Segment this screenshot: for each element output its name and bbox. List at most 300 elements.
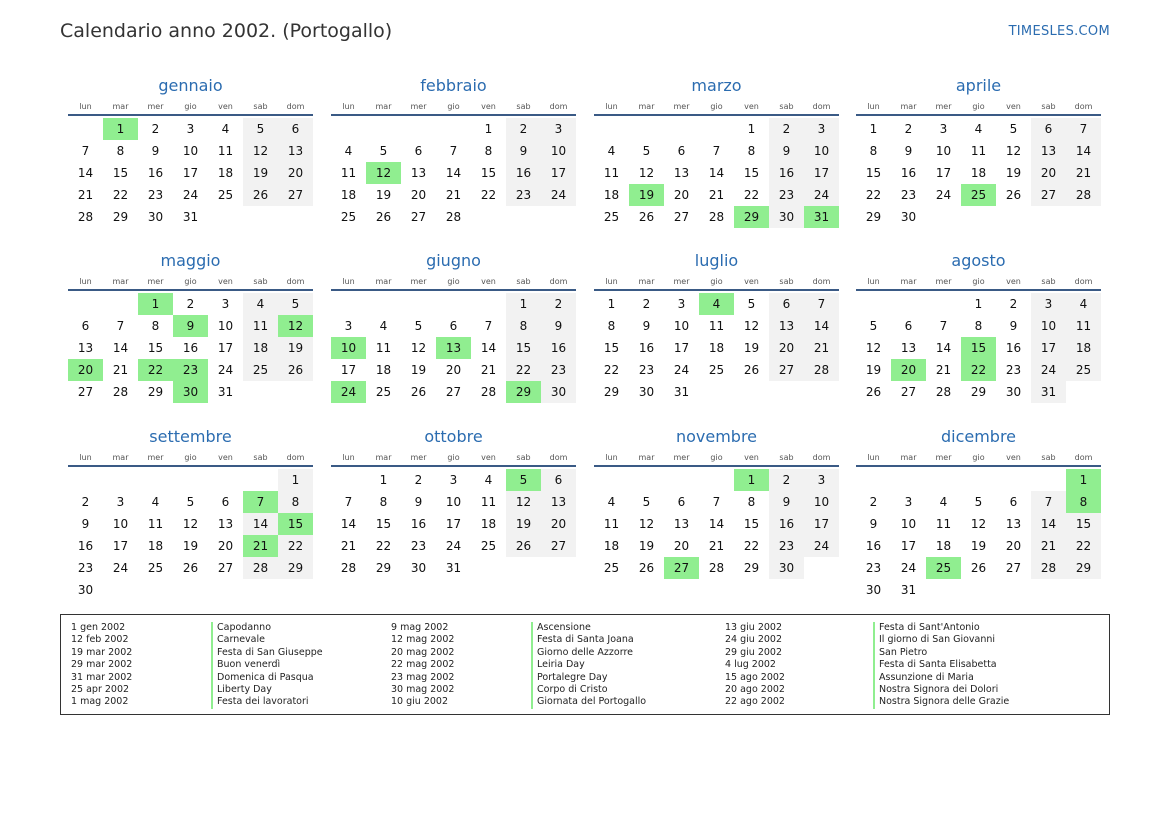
day-cell[interactable]: 21: [935, 363, 952, 377]
day-cell[interactable]: 14: [1066, 140, 1101, 162]
day-cell[interactable]: 4: [344, 144, 353, 158]
day-cell[interactable]: 24: [182, 188, 199, 202]
day-cell[interactable]: 14: [243, 513, 278, 535]
day-cell[interactable]: 12: [970, 517, 987, 531]
day-cell[interactable]: 29: [147, 385, 164, 399]
day-cell[interactable]: 19: [1005, 166, 1022, 180]
day-cell[interactable]: 18: [1066, 337, 1101, 359]
day-cell[interactable]: 27: [278, 184, 313, 206]
day-cell[interactable]: 12: [1005, 144, 1022, 158]
brand-link[interactable]: TIMESLES.COM: [1008, 24, 1110, 39]
day-cell[interactable]: 2: [414, 473, 423, 487]
day-cell[interactable]: 10: [112, 517, 129, 531]
day-cell[interactable]: 27: [769, 359, 804, 381]
day-cell[interactable]: 8: [506, 315, 541, 337]
day-cell[interactable]: 3: [904, 495, 913, 509]
day-cell[interactable]: 11: [147, 517, 164, 531]
day-cell[interactable]: 7: [449, 144, 458, 158]
day-cell[interactable]: 17: [900, 539, 917, 553]
day-cell[interactable]: 2: [642, 297, 651, 311]
day-cell[interactable]: 17: [935, 166, 952, 180]
day-cell[interactable]: 9: [904, 144, 913, 158]
day-cell[interactable]: 27: [1005, 561, 1022, 575]
day-cell[interactable]: 18: [708, 341, 725, 355]
day-cell[interactable]: 26: [1005, 188, 1022, 202]
day-cell[interactable]: 26: [410, 385, 427, 399]
day-cell[interactable]: 20: [217, 539, 234, 553]
day-cell[interactable]: 22: [743, 539, 760, 553]
day-cell[interactable]: 5: [1009, 122, 1018, 136]
day-cell[interactable]: 13: [900, 341, 917, 355]
day-cell[interactable]: 20: [1031, 162, 1066, 184]
holiday-day[interactable]: 29: [734, 206, 769, 228]
day-cell[interactable]: 9: [506, 140, 541, 162]
day-cell[interactable]: 4: [1066, 293, 1101, 315]
day-cell[interactable]: 21: [77, 188, 94, 202]
day-cell[interactable]: 11: [480, 495, 497, 509]
day-cell[interactable]: 14: [340, 517, 357, 531]
day-cell[interactable]: 3: [939, 122, 948, 136]
day-cell[interactable]: 13: [278, 140, 313, 162]
day-cell[interactable]: 30: [638, 385, 655, 399]
day-cell[interactable]: 21: [445, 188, 462, 202]
day-cell[interactable]: 21: [708, 188, 725, 202]
holiday-day[interactable]: 5: [506, 469, 541, 491]
day-cell[interactable]: 10: [804, 140, 839, 162]
day-cell[interactable]: 10: [541, 140, 576, 162]
day-cell[interactable]: 26: [638, 561, 655, 575]
day-cell[interactable]: 13: [673, 517, 690, 531]
day-cell[interactable]: 16: [638, 341, 655, 355]
day-cell[interactable]: 22: [480, 188, 497, 202]
day-cell[interactable]: 7: [804, 293, 839, 315]
day-cell[interactable]: 12: [182, 517, 199, 531]
day-cell[interactable]: 19: [182, 539, 199, 553]
day-cell[interactable]: 23: [769, 535, 804, 557]
day-cell[interactable]: 8: [747, 144, 756, 158]
day-cell[interactable]: 27: [900, 385, 917, 399]
day-cell[interactable]: 19: [410, 363, 427, 377]
day-cell[interactable]: 21: [340, 539, 357, 553]
day-cell[interactable]: 24: [900, 561, 917, 575]
day-cell[interactable]: 21: [804, 337, 839, 359]
day-cell[interactable]: 26: [638, 210, 655, 224]
day-cell[interactable]: 18: [375, 363, 392, 377]
day-cell[interactable]: 25: [480, 539, 497, 553]
day-cell[interactable]: 18: [603, 539, 620, 553]
day-cell[interactable]: 28: [445, 210, 462, 224]
day-cell[interactable]: 6: [449, 319, 458, 333]
day-cell[interactable]: 3: [804, 469, 839, 491]
day-cell[interactable]: 5: [974, 495, 983, 509]
day-cell[interactable]: 19: [243, 162, 278, 184]
day-cell[interactable]: 1: [974, 297, 983, 311]
day-cell[interactable]: 21: [708, 539, 725, 553]
holiday-day[interactable]: 22: [961, 359, 996, 381]
day-cell[interactable]: 3: [677, 297, 686, 311]
day-cell[interactable]: 8: [151, 319, 160, 333]
day-cell[interactable]: 2: [506, 118, 541, 140]
day-cell[interactable]: 1: [506, 293, 541, 315]
day-cell[interactable]: 30: [147, 210, 164, 224]
day-cell[interactable]: 28: [804, 359, 839, 381]
day-cell[interactable]: 30: [77, 583, 94, 597]
day-cell[interactable]: 26: [375, 210, 392, 224]
day-cell[interactable]: 2: [1009, 297, 1018, 311]
holiday-day[interactable]: 25: [926, 557, 961, 579]
day-cell[interactable]: 28: [77, 210, 94, 224]
holiday-day[interactable]: 20: [68, 359, 103, 381]
day-cell[interactable]: 23: [769, 184, 804, 206]
day-cell[interactable]: 13: [410, 166, 427, 180]
day-cell[interactable]: 24: [804, 535, 839, 557]
day-cell[interactable]: 29: [970, 385, 987, 399]
holiday-day[interactable]: 29: [506, 381, 541, 403]
day-cell[interactable]: 13: [77, 341, 94, 355]
day-cell[interactable]: 7: [81, 144, 90, 158]
day-cell[interactable]: 11: [603, 517, 620, 531]
day-cell[interactable]: 28: [708, 561, 725, 575]
day-cell[interactable]: 18: [147, 539, 164, 553]
day-cell[interactable]: 1: [379, 473, 388, 487]
day-cell[interactable]: 20: [445, 363, 462, 377]
day-cell[interactable]: 7: [1066, 118, 1101, 140]
day-cell[interactable]: 6: [221, 495, 230, 509]
day-cell[interactable]: 12: [743, 319, 760, 333]
day-cell[interactable]: 25: [217, 188, 234, 202]
day-cell[interactable]: 14: [77, 166, 94, 180]
day-cell[interactable]: 10: [673, 319, 690, 333]
day-cell[interactable]: 6: [1031, 118, 1066, 140]
holiday-day[interactable]: 27: [664, 557, 699, 579]
day-cell[interactable]: 18: [935, 539, 952, 553]
day-cell[interactable]: 30: [900, 210, 917, 224]
day-cell[interactable]: 7: [1031, 491, 1066, 513]
holiday-day[interactable]: 23: [173, 359, 208, 381]
day-cell[interactable]: 23: [1005, 363, 1022, 377]
day-cell[interactable]: 8: [379, 495, 388, 509]
day-cell[interactable]: 25: [375, 385, 392, 399]
day-cell[interactable]: 31: [673, 385, 690, 399]
day-cell[interactable]: 5: [243, 118, 278, 140]
day-cell[interactable]: 5: [642, 144, 651, 158]
day-cell[interactable]: 10: [1031, 315, 1066, 337]
day-cell[interactable]: 15: [865, 166, 882, 180]
day-cell[interactable]: 29: [112, 210, 129, 224]
day-cell[interactable]: 29: [1066, 557, 1101, 579]
day-cell[interactable]: 11: [375, 341, 392, 355]
day-cell[interactable]: 8: [747, 495, 756, 509]
day-cell[interactable]: 13: [541, 491, 576, 513]
day-cell[interactable]: 14: [804, 315, 839, 337]
day-cell[interactable]: 6: [81, 319, 90, 333]
day-cell[interactable]: 15: [112, 166, 129, 180]
day-cell[interactable]: 23: [900, 188, 917, 202]
day-cell[interactable]: 3: [344, 319, 353, 333]
day-cell[interactable]: 30: [410, 561, 427, 575]
day-cell[interactable]: 31: [182, 210, 199, 224]
day-cell[interactable]: 17: [445, 517, 462, 531]
holiday-day[interactable]: 20: [891, 359, 926, 381]
day-cell[interactable]: 15: [375, 517, 392, 531]
day-cell[interactable]: 13: [769, 315, 804, 337]
holiday-day[interactable]: 15: [961, 337, 996, 359]
day-cell[interactable]: 5: [747, 297, 756, 311]
day-cell[interactable]: 16: [900, 166, 917, 180]
day-cell[interactable]: 24: [541, 184, 576, 206]
day-cell[interactable]: 26: [506, 535, 541, 557]
day-cell[interactable]: 15: [603, 341, 620, 355]
day-cell[interactable]: 6: [677, 144, 686, 158]
day-cell[interactable]: 24: [112, 561, 129, 575]
day-cell[interactable]: 29: [743, 561, 760, 575]
day-cell[interactable]: 24: [217, 363, 234, 377]
day-cell[interactable]: 24: [804, 184, 839, 206]
holiday-day[interactable]: 25: [961, 184, 996, 206]
day-cell[interactable]: 3: [186, 122, 195, 136]
day-cell[interactable]: 30: [769, 557, 804, 579]
day-cell[interactable]: 12: [243, 140, 278, 162]
day-cell[interactable]: 3: [116, 495, 125, 509]
day-cell[interactable]: 14: [480, 341, 497, 355]
day-cell[interactable]: 12: [638, 517, 655, 531]
day-cell[interactable]: 9: [642, 319, 651, 333]
day-cell[interactable]: 14: [112, 341, 129, 355]
day-cell[interactable]: 10: [900, 517, 917, 531]
holiday-day[interactable]: 21: [243, 535, 278, 557]
day-cell[interactable]: 15: [147, 341, 164, 355]
day-cell[interactable]: 11: [708, 319, 725, 333]
day-cell[interactable]: 3: [541, 118, 576, 140]
day-cell[interactable]: 31: [1031, 381, 1066, 403]
holiday-day[interactable]: 24: [331, 381, 366, 403]
day-cell[interactable]: 24: [445, 539, 462, 553]
day-cell[interactable]: 11: [935, 517, 952, 531]
day-cell[interactable]: 19: [375, 188, 392, 202]
day-cell[interactable]: 2: [186, 297, 195, 311]
day-cell[interactable]: 13: [673, 166, 690, 180]
day-cell[interactable]: 31: [217, 385, 234, 399]
day-cell[interactable]: 14: [935, 341, 952, 355]
day-cell[interactable]: 4: [939, 495, 948, 509]
day-cell[interactable]: 30: [1005, 385, 1022, 399]
day-cell[interactable]: 4: [607, 495, 616, 509]
day-cell[interactable]: 10: [217, 319, 234, 333]
day-cell[interactable]: 9: [1009, 319, 1018, 333]
day-cell[interactable]: 9: [869, 517, 878, 531]
day-cell[interactable]: 26: [970, 561, 987, 575]
holiday-day[interactable]: 4: [699, 293, 734, 315]
day-cell[interactable]: 8: [278, 491, 313, 513]
day-cell[interactable]: 8: [484, 144, 493, 158]
day-cell[interactable]: 16: [541, 337, 576, 359]
day-cell[interactable]: 15: [506, 337, 541, 359]
day-cell[interactable]: 29: [603, 385, 620, 399]
day-cell[interactable]: 4: [607, 144, 616, 158]
day-cell[interactable]: 17: [340, 363, 357, 377]
day-cell[interactable]: 7: [712, 144, 721, 158]
day-cell[interactable]: 15: [743, 517, 760, 531]
holiday-day[interactable]: 7: [243, 491, 278, 513]
day-cell[interactable]: 16: [1005, 341, 1022, 355]
day-cell[interactable]: 22: [112, 188, 129, 202]
holiday-day[interactable]: 1: [103, 118, 138, 140]
day-cell[interactable]: 31: [445, 561, 462, 575]
day-cell[interactable]: 26: [182, 561, 199, 575]
day-cell[interactable]: 2: [81, 495, 90, 509]
day-cell[interactable]: 18: [243, 337, 278, 359]
day-cell[interactable]: 28: [935, 385, 952, 399]
holiday-day[interactable]: 15: [278, 513, 313, 535]
day-cell[interactable]: 22: [603, 363, 620, 377]
holiday-day[interactable]: 13: [436, 337, 471, 359]
day-cell[interactable]: 24: [673, 363, 690, 377]
day-cell[interactable]: 19: [865, 363, 882, 377]
day-cell[interactable]: 4: [974, 122, 983, 136]
day-cell[interactable]: 19: [743, 341, 760, 355]
day-cell[interactable]: 28: [340, 561, 357, 575]
day-cell[interactable]: 6: [904, 319, 913, 333]
day-cell[interactable]: 16: [865, 539, 882, 553]
day-cell[interactable]: 9: [769, 491, 804, 513]
day-cell[interactable]: 28: [112, 385, 129, 399]
day-cell[interactable]: 17: [112, 539, 129, 553]
day-cell[interactable]: 20: [673, 188, 690, 202]
day-cell[interactable]: 12: [410, 341, 427, 355]
holiday-day[interactable]: 22: [138, 359, 173, 381]
day-cell[interactable]: 8: [116, 144, 125, 158]
day-cell[interactable]: 8: [974, 319, 983, 333]
day-cell[interactable]: 6: [278, 118, 313, 140]
day-cell[interactable]: 23: [410, 539, 427, 553]
day-cell[interactable]: 25: [243, 359, 278, 381]
day-cell[interactable]: 1: [607, 297, 616, 311]
day-cell[interactable]: 28: [480, 385, 497, 399]
day-cell[interactable]: 8: [869, 144, 878, 158]
day-cell[interactable]: 24: [935, 188, 952, 202]
day-cell[interactable]: 2: [151, 122, 160, 136]
day-cell[interactable]: 15: [1066, 513, 1101, 535]
day-cell[interactable]: 1: [747, 122, 756, 136]
day-cell[interactable]: 14: [708, 166, 725, 180]
day-cell[interactable]: 2: [769, 118, 804, 140]
day-cell[interactable]: 18: [480, 517, 497, 531]
day-cell[interactable]: 29: [278, 557, 313, 579]
day-cell[interactable]: 3: [1031, 293, 1066, 315]
day-cell[interactable]: 4: [243, 293, 278, 315]
day-cell[interactable]: 28: [1066, 184, 1101, 206]
day-cell[interactable]: 22: [278, 535, 313, 557]
day-cell[interactable]: 3: [449, 473, 458, 487]
day-cell[interactable]: 19: [506, 513, 541, 535]
day-cell[interactable]: 27: [77, 385, 94, 399]
day-cell[interactable]: 14: [1031, 513, 1066, 535]
day-cell[interactable]: 17: [673, 341, 690, 355]
day-cell[interactable]: 26: [865, 385, 882, 399]
day-cell[interactable]: 2: [869, 495, 878, 509]
day-cell[interactable]: 16: [410, 517, 427, 531]
day-cell[interactable]: 16: [506, 162, 541, 184]
day-cell[interactable]: 21: [1066, 162, 1101, 184]
day-cell[interactable]: 29: [865, 210, 882, 224]
day-cell[interactable]: 23: [147, 188, 164, 202]
day-cell[interactable]: 16: [147, 166, 164, 180]
day-cell[interactable]: 25: [340, 210, 357, 224]
day-cell[interactable]: 1: [484, 122, 493, 136]
day-cell[interactable]: 1: [869, 122, 878, 136]
day-cell[interactable]: 16: [182, 341, 199, 355]
day-cell[interactable]: 27: [1031, 184, 1066, 206]
day-cell[interactable]: 21: [112, 363, 129, 377]
holiday-day[interactable]: 12: [278, 315, 313, 337]
day-cell[interactable]: 30: [769, 206, 804, 228]
day-cell[interactable]: 23: [506, 184, 541, 206]
day-cell[interactable]: 25: [603, 561, 620, 575]
day-cell[interactable]: 5: [414, 319, 423, 333]
day-cell[interactable]: 10: [182, 144, 199, 158]
day-cell[interactable]: 24: [1031, 359, 1066, 381]
day-cell[interactable]: 19: [970, 539, 987, 553]
day-cell[interactable]: 3: [221, 297, 230, 311]
day-cell[interactable]: 22: [743, 188, 760, 202]
day-cell[interactable]: 17: [804, 513, 839, 535]
day-cell[interactable]: 7: [344, 495, 353, 509]
day-cell[interactable]: 23: [541, 359, 576, 381]
day-cell[interactable]: 20: [410, 188, 427, 202]
day-cell[interactable]: 8: [607, 319, 616, 333]
day-cell[interactable]: 20: [541, 513, 576, 535]
day-cell[interactable]: 2: [769, 469, 804, 491]
day-cell[interactable]: 23: [638, 363, 655, 377]
day-cell[interactable]: 4: [221, 122, 230, 136]
day-cell[interactable]: 9: [414, 495, 423, 509]
day-cell[interactable]: 27: [445, 385, 462, 399]
day-cell[interactable]: 26: [743, 363, 760, 377]
day-cell[interactable]: 2: [904, 122, 913, 136]
day-cell[interactable]: 5: [642, 495, 651, 509]
day-cell[interactable]: 10: [445, 495, 462, 509]
day-cell[interactable]: 18: [217, 166, 234, 180]
day-cell[interactable]: 5: [278, 293, 313, 315]
day-cell[interactable]: 30: [865, 583, 882, 597]
day-cell[interactable]: 30: [541, 381, 576, 403]
day-cell[interactable]: 17: [217, 341, 234, 355]
day-cell[interactable]: 27: [673, 210, 690, 224]
day-cell[interactable]: 7: [116, 319, 125, 333]
day-cell[interactable]: 13: [1005, 517, 1022, 531]
day-cell[interactable]: 14: [708, 517, 725, 531]
day-cell[interactable]: 19: [278, 337, 313, 359]
day-cell[interactable]: 22: [506, 359, 541, 381]
day-cell[interactable]: 12: [638, 166, 655, 180]
holiday-day[interactable]: 30: [173, 381, 208, 403]
day-cell[interactable]: 27: [217, 561, 234, 575]
day-cell[interactable]: 26: [243, 184, 278, 206]
day-cell[interactable]: 6: [414, 144, 423, 158]
day-cell[interactable]: 19: [638, 539, 655, 553]
day-cell[interactable]: 11: [243, 315, 278, 337]
day-cell[interactable]: 21: [480, 363, 497, 377]
day-cell[interactable]: 6: [541, 469, 576, 491]
day-cell[interactable]: 12: [865, 341, 882, 355]
day-cell[interactable]: 6: [769, 293, 804, 315]
day-cell[interactable]: 11: [603, 166, 620, 180]
day-cell[interactable]: 7: [712, 495, 721, 509]
day-cell[interactable]: 18: [603, 188, 620, 202]
day-cell[interactable]: 25: [708, 363, 725, 377]
day-cell[interactable]: 9: [541, 315, 576, 337]
day-cell[interactable]: 27: [410, 210, 427, 224]
